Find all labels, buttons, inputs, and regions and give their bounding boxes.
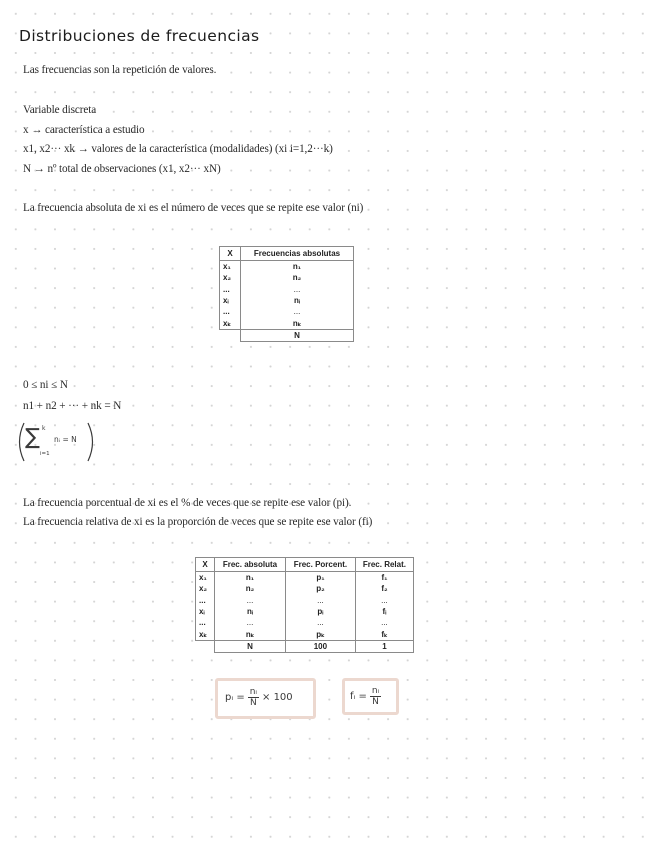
formula-p-lhs: pᵢ = bbox=[225, 692, 245, 703]
formula-f-num: nᵢ bbox=[371, 686, 380, 696]
sigma-symbol: ∑ bbox=[25, 425, 40, 450]
sum-line: n1 + n2 + ··· + nk = N bbox=[23, 400, 122, 412]
table2-header-abs: Frec. absoluta bbox=[215, 558, 286, 572]
table-cell: ... bbox=[196, 595, 215, 606]
table-cell: f₂ bbox=[355, 583, 413, 594]
percent-formula bbox=[225, 687, 293, 708]
discrete-line-1: x → característica a estudio bbox=[23, 124, 145, 136]
frequency-table bbox=[195, 557, 414, 653]
table-cell: nᵢ bbox=[241, 295, 354, 306]
table-row bbox=[220, 295, 354, 306]
table-cell: pₖ bbox=[285, 628, 355, 640]
table-cell: ... bbox=[215, 595, 286, 606]
table2-header-rel: Frec. Relat. bbox=[355, 558, 413, 572]
percent-formula-box bbox=[215, 678, 316, 719]
table-cell: ... bbox=[220, 284, 241, 295]
table-cell: x₂ bbox=[196, 583, 215, 594]
table-cell: ... bbox=[215, 617, 286, 628]
table-cell: ... bbox=[285, 617, 355, 628]
table-cell-empty bbox=[196, 640, 215, 652]
table1-header-freq: Frecuencias absolutas bbox=[241, 247, 354, 261]
formula-f-lhs: fᵢ = bbox=[350, 691, 367, 702]
relative-formula bbox=[350, 686, 384, 707]
table-cell: ... bbox=[355, 595, 413, 606]
table-row bbox=[220, 284, 354, 295]
table-cell: n₁ bbox=[241, 261, 354, 273]
formula-p-den: N bbox=[249, 698, 257, 708]
discrete-line-2: x1, x2··· xk → valores de la característica (modalidades) (xi i=1,2···k) bbox=[23, 143, 333, 155]
page-title: Distribuciones de frecuencias bbox=[19, 27, 260, 45]
table-cell: ... bbox=[355, 617, 413, 628]
table-total-row bbox=[220, 329, 354, 341]
table-cell: nᵢ bbox=[215, 606, 286, 617]
inequality-line: 0 ≤ ni ≤ N bbox=[23, 379, 68, 391]
table-row bbox=[196, 572, 414, 584]
discrete-line-3: N → nº total de observaciones (x1, x2··· xN) bbox=[23, 163, 221, 175]
table-cell: f₁ bbox=[355, 572, 413, 584]
table-cell: fₖ bbox=[355, 628, 413, 640]
percent-frequency-definition: La frecuencia porcentual de xi es el % de veces que se repite ese valor (pi). bbox=[23, 497, 352, 509]
discrete-heading: Variable discreta bbox=[23, 104, 97, 116]
table-cell: nₖ bbox=[241, 317, 354, 329]
table-cell: ... bbox=[285, 595, 355, 606]
table-cell: xᵢ bbox=[220, 295, 241, 306]
table-row bbox=[196, 628, 414, 640]
table-cell: nₖ bbox=[215, 628, 286, 640]
table-cell-empty bbox=[220, 329, 241, 341]
table-row bbox=[220, 317, 354, 329]
table2-total-rel: 1 bbox=[355, 640, 413, 652]
table-cell: n₂ bbox=[241, 272, 354, 283]
relative-frequency-definition: La frecuencia relativa de xi es la proporción de veces que se repite ese valor (fi) bbox=[23, 516, 373, 528]
table-cell: pᵢ bbox=[285, 606, 355, 617]
table-row bbox=[196, 595, 414, 606]
table-row bbox=[220, 272, 354, 283]
formula-p-num: nᵢ bbox=[249, 687, 258, 697]
table2-total-abs: N bbox=[215, 640, 286, 652]
intro-text: Las frecuencias son la repetición de valores. bbox=[23, 64, 217, 76]
table-cell: n₁ bbox=[215, 572, 286, 584]
table-cell: xᵢ bbox=[196, 606, 215, 617]
table-cell: x₁ bbox=[196, 572, 215, 584]
table-cell: p₂ bbox=[285, 583, 355, 594]
table2-header-x: X bbox=[196, 558, 215, 572]
table-cell: p₁ bbox=[285, 572, 355, 584]
table-cell: ... bbox=[196, 617, 215, 628]
formula-f-fraction bbox=[370, 686, 381, 707]
table-cell: x₁ bbox=[220, 261, 241, 273]
table-cell: ... bbox=[241, 284, 354, 295]
sigma-lower: i=1 bbox=[40, 451, 50, 457]
table-cell: n₂ bbox=[215, 583, 286, 594]
relative-formula-box bbox=[342, 678, 399, 715]
table1-header-x: X bbox=[220, 247, 241, 261]
sigma-body: nᵢ = N bbox=[54, 435, 77, 444]
formula-p-fraction bbox=[248, 687, 259, 708]
table-cell: fᵢ bbox=[355, 606, 413, 617]
absolute-frequency-definition: La frecuencia absoluta de xi es el número de veces que se repite ese valor (ni) bbox=[23, 202, 364, 214]
table2-header-pct: Frec. Porcent. bbox=[285, 558, 355, 572]
table-total-row bbox=[196, 640, 414, 652]
table-row bbox=[220, 261, 354, 273]
table-cell: xₖ bbox=[220, 317, 241, 329]
table-row bbox=[196, 606, 414, 617]
table-cell: x₂ bbox=[220, 272, 241, 283]
table1-total: N bbox=[241, 329, 354, 341]
absolute-frequency-table bbox=[219, 246, 354, 342]
formula-p-rhs: × 100 bbox=[262, 692, 293, 703]
sigma-upper: k bbox=[42, 425, 46, 432]
table-cell: xₖ bbox=[196, 628, 215, 640]
table2-total-pct: 100 bbox=[285, 640, 355, 652]
table-row bbox=[220, 306, 354, 317]
table-row bbox=[196, 583, 414, 594]
table-cell: ... bbox=[220, 306, 241, 317]
formula-f-den: N bbox=[372, 697, 379, 707]
table-row bbox=[196, 617, 414, 628]
table-cell: ... bbox=[241, 306, 354, 317]
handwritten-summation bbox=[16, 420, 96, 464]
